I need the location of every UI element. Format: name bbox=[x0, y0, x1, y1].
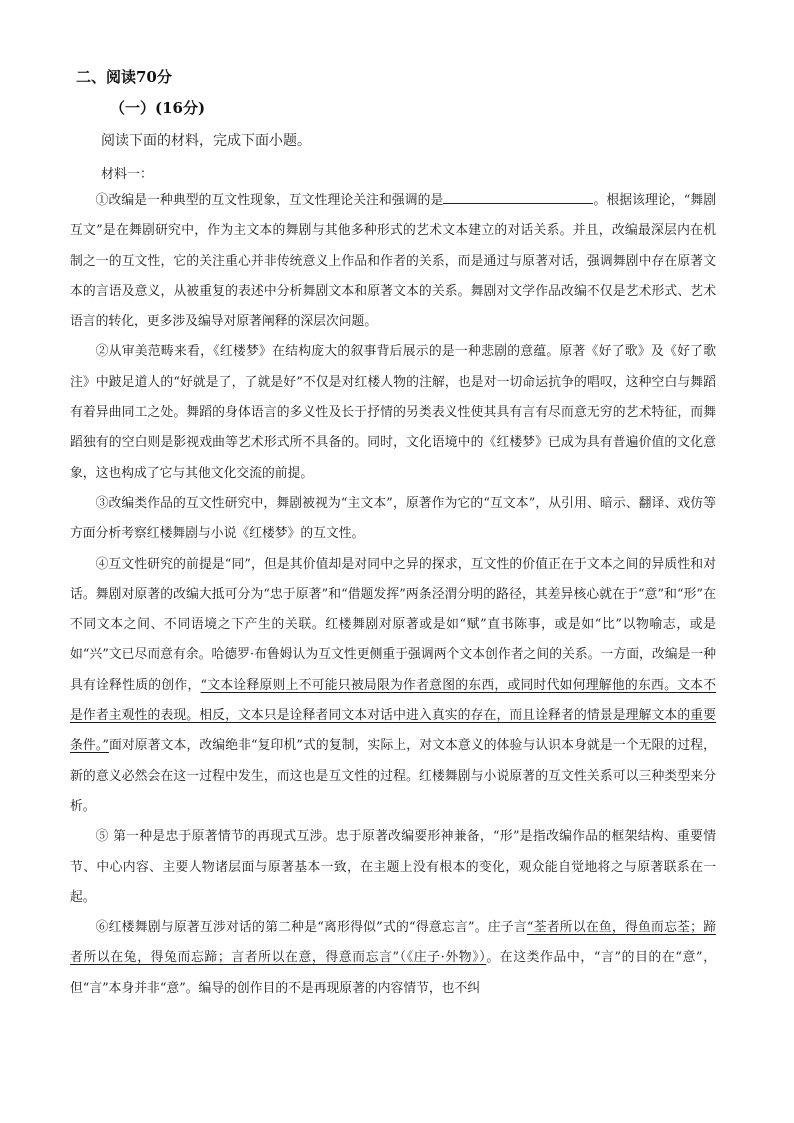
material-label: 材料一： bbox=[101, 167, 154, 182]
instruction-text: 阅读下面的材料，完成下面小题。 bbox=[101, 133, 311, 149]
paragraph-6: ⑥红楼舞剧与原著互涉对话的第二种是“离形得似”式的“得意忘言”。庄子言“荃者所以在鱼，得鱼而忘荃；蹄者所以在兔，得兔而忘蹄；言者所以在意，得意而忘言”（《庄子·外物》）。在这类作品中，“言”的目的在“意”，但“言”本身并非“意”。编导的创作目的不是再现原著的内容情节，也不纠 bbox=[70, 920, 717, 996]
answer-blank[interactable] bbox=[443, 191, 593, 204]
passage-body bbox=[70, 186, 716, 1004]
paragraph-5: ⑤ 第一种是忠于原著情节的再现式互涉。忠于原著改编要形神兼备，“形”是指改编作品的框架结构、重要情节、中心内容、主要人物诸层面与原著基本一致，在主题上没有根本的变化，观众能自觉地将之与原著联系在一起。 bbox=[70, 829, 716, 905]
underlined-quote-2: “荃者所以在鱼，得鱼而忘荃；蹄者所以在兔，得兔而忘蹄；言者所以在意，得意而忘言”（《庄子·外物》） bbox=[70, 920, 717, 966]
paragraph-4: ④互文性研究的前提是“同”，但是其价值却是对同中之异的探求，互文性的价值正在于文本之间的异质性和对话。舞剧对原著的改编大抵可分为“忠于原著”和“借题发挥”两条泾渭分明的路径，其差异核心就在于“意”和“形”在不同文本之间、不同语境之下产生的关联。红楼舞剧对原著或是如“赋”直书陈事，或是如“比”以物喻志，或是如“兴”文已尽而意有余。哈德罗·布鲁姆认为互文性更侧重于强调两个文本创作者之间的关系。一方面，改编是一种具有诠释性质的创作，“文本诠释原则上不可能只被局限为作者意图的东西，或同时代如何理解他的东西。文本不是作者主观性的表现。相反，文本只是诠释者同文本对话中进入真实的存在，而且诠释者的情景是理解文本的重要条件。”面对原著文本，改编绝非“复印机”式的复制，实际上，对文本意义的体验与认识本身就是一个无限的过程，新的意义必然会在这一过程中发生，而这也是互文性的过程。红楼舞剧与小说原著的互文性关系可以三种类型来分析。 bbox=[70, 556, 717, 814]
subsection-title: （一）(16分) bbox=[110, 99, 206, 117]
underlined-quote-1: “文本诠释原则上不可能只被局限为作者意图的东西，或同时代如何理解他的东西。文本不是作者主观性的表现。相反，文本只是诠释者同文本对话中进入真实的存在，而且诠释者的情景是理解文本的重要条件。” bbox=[70, 677, 717, 754]
paragraph-2: ②从审美范畴来看，《红楼梦》在结构庞大的叙事背后展示的是一种悲剧的意蕴。原著《好了歌》及《好了歌注》中跛足道人的“好就是了，了就是好”不仅是对红楼人物的注解，也是对一切命运抗争的唱叹，这种空白与舞蹈有着异曲同工之处。舞蹈的身体语言的多义性及长于抒情的另类表义性使其具有言有尽而意无穷的艺术特征，而舞蹈独有的空白则是影视戏曲等艺术形式所不具备的。同时，文化语境中的《红楼梦》已成为具有普遍价值的文化意象，这也构成了它与其他文化交流的前提。 bbox=[70, 344, 716, 481]
paragraph-3: ③改编类作品的互文性研究中，舞剧被视为“主文本”，原著作为它的“互文本”，从引用、暗示、翻译、戏仿等方面分析考察红楼舞剧与小说《红楼梦》的互文性。 bbox=[70, 495, 716, 542]
paragraph-1: ①改编是一种典型的互文性现象，互文性理论关注和强调的是 。根据该理论，“舞剧互文”是在舞剧研究中，作为主文本的舞剧与其他多种形式的艺术文本建立的对话关系。并且，改编最深层内在机制之一的互文性，它的关注重心并非传统意义上作品和作者的关系，而是通过与原著对话，强调舞剧中存在原著文本的言语及意义，从被重复的表述中分析舞剧文本和原著文本的关系。舞剧对文学作品改编不仅是艺术形式、艺术语言的转化，更多涉及编导对原著阐释的深层次问题。 bbox=[70, 193, 717, 330]
section-title: 二、阅读70分 bbox=[76, 68, 172, 86]
